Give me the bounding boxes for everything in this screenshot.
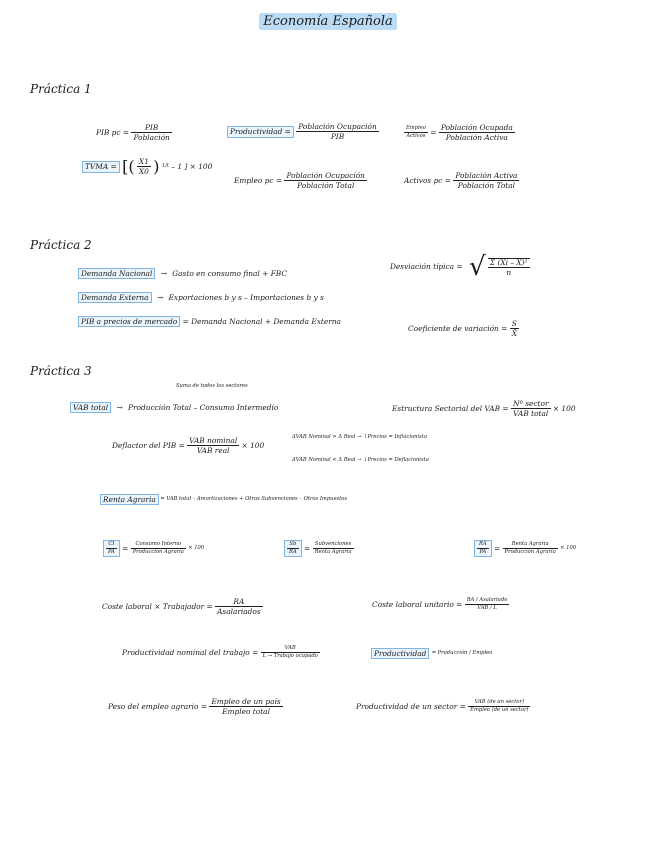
section-practica-1: Práctica 1 [30, 82, 92, 96]
section-practica-2: Práctica 2 [30, 238, 92, 252]
formula-pib-precios-mercado: PIB a precios de mercado = Demanda Nacional + Demanda Externa [78, 316, 341, 327]
section-practica-3: Práctica 3 [30, 364, 92, 378]
formula-productividad: Productividad = $\frac{\text{Población Ocupación}}{\text{PIB}}$ [227, 123, 379, 141]
formula-demanda-nacional: Demanda Nacional → Gasto en consumo final + FBC [78, 268, 287, 279]
formula-productividad-empleo: Productividad = Producción / Empleo [371, 648, 492, 659]
formula-empleo-activos: $\frac{\text{Empleo}}{\text{Activos}}$ = $\frac{\text{Población Ocupada}}{\text{Población Activa}}$ [406, 123, 513, 143]
formula-tvma: TVMA = [( $\frac{X1}{X0}$ ) 1/t – 1 ] × 100 [82, 158, 212, 176]
formula-desviacion-tipica: Desviación típica = √ $\frac{\text{Σ (Xi – X̄)²}}{n}$ [390, 252, 528, 282]
note-inflacionista: ΔVAB Nominal > Δ Real → ↑Precios = Inflacionista [292, 434, 427, 440]
formula-deflactor-pib: Deflactor del PIB = $\frac{\text{VAB nominal}}{\text{VAB real}}$ × 100 [112, 436, 265, 456]
arrow-right-icon: → [160, 269, 167, 278]
formula-vab-total: VAB total → Producción Total – Consumo Intermedio [70, 402, 278, 413]
formula-demanda-externa: Demanda Externa → Exportaciones b y s – Importaciones b y s [78, 292, 324, 303]
formula-productividad-nominal: Productividad nominal del trabajo = $\frac{\text{VAB}}{\text{L → Trabajo ocupado}}$ [122, 645, 318, 660]
formula-ra-pa: $\frac{RA}{PA}$ = $\frac{\text{Renta Agraria}}{\text{Producción Agraria}}$ × 100 [474, 540, 576, 557]
formula-peso-empleo-agrario: Peso del empleo agrario = $\frac{\text{Empleo de un país}}{\text{Empleo total}}$ [108, 697, 281, 717]
formula-sb-ra: $\frac{Sb}{RA}$ = $\frac{\text{Subvenciones}}{\text{Renta Agraria}}$ [284, 540, 354, 557]
arrow-right-icon: → [116, 403, 123, 412]
formula-renta-agraria: Renta Agraria = VAB total – Amortizaciones + Otras Subvenciones – Otros Impuestos [100, 494, 347, 505]
formula-coste-laboral-trabajador: Coste laboral × Trabajador = $\frac{RA}{\text{Asalariados}}$ [102, 597, 261, 617]
sqrt-icon: √ [468, 252, 486, 282]
note-deflacionista: ΔVAB Nominal < Δ Real → ↓Precios = Deflacionista [292, 457, 429, 463]
formula-coste-laboral-unitario: Coste laboral unitario = $\frac{\text{RA / Asalariado}}{\text{VAB / L}}$ [372, 597, 508, 612]
formula-activos-pc: Activos pc = $\frac{\text{Población Activa}}{\text{Población Total}}$ [404, 171, 518, 191]
formula-productividad-sector: Productividad de un sector = $\frac{\text{VAB (de un sector)}}{\text{Empleo (de un sector)}}$ [356, 699, 529, 714]
formula-ci-pa: $\frac{CI}{PA}$ = $\frac{\text{Consumo Interno}}{\text{Producción Agraria}}$ × 100 [103, 540, 204, 557]
annotation-suma-sectores: Suma de todos los sectores [176, 383, 248, 389]
arrow-right-icon: → [156, 293, 164, 302]
formula-pib-pc: PIB pc = $\frac{\text{PIB}}{\text{Población}}$ [96, 123, 170, 143]
formula-estructura-sectorial: Estructura Sectorial del VAB = $\frac{\text{Nº sector}}{\text{VAB total}}$ × 100 [392, 399, 576, 419]
page-title: Economía Española [0, 14, 656, 29]
formula-coeficiente-variacion: Coeficiente de variación = $\frac{S}{X̄}$ [408, 319, 517, 339]
formula-empleo-pc: Empleo pc = $\frac{\text{Población Ocupación}}{\text{Población Total}}$ [234, 171, 365, 191]
